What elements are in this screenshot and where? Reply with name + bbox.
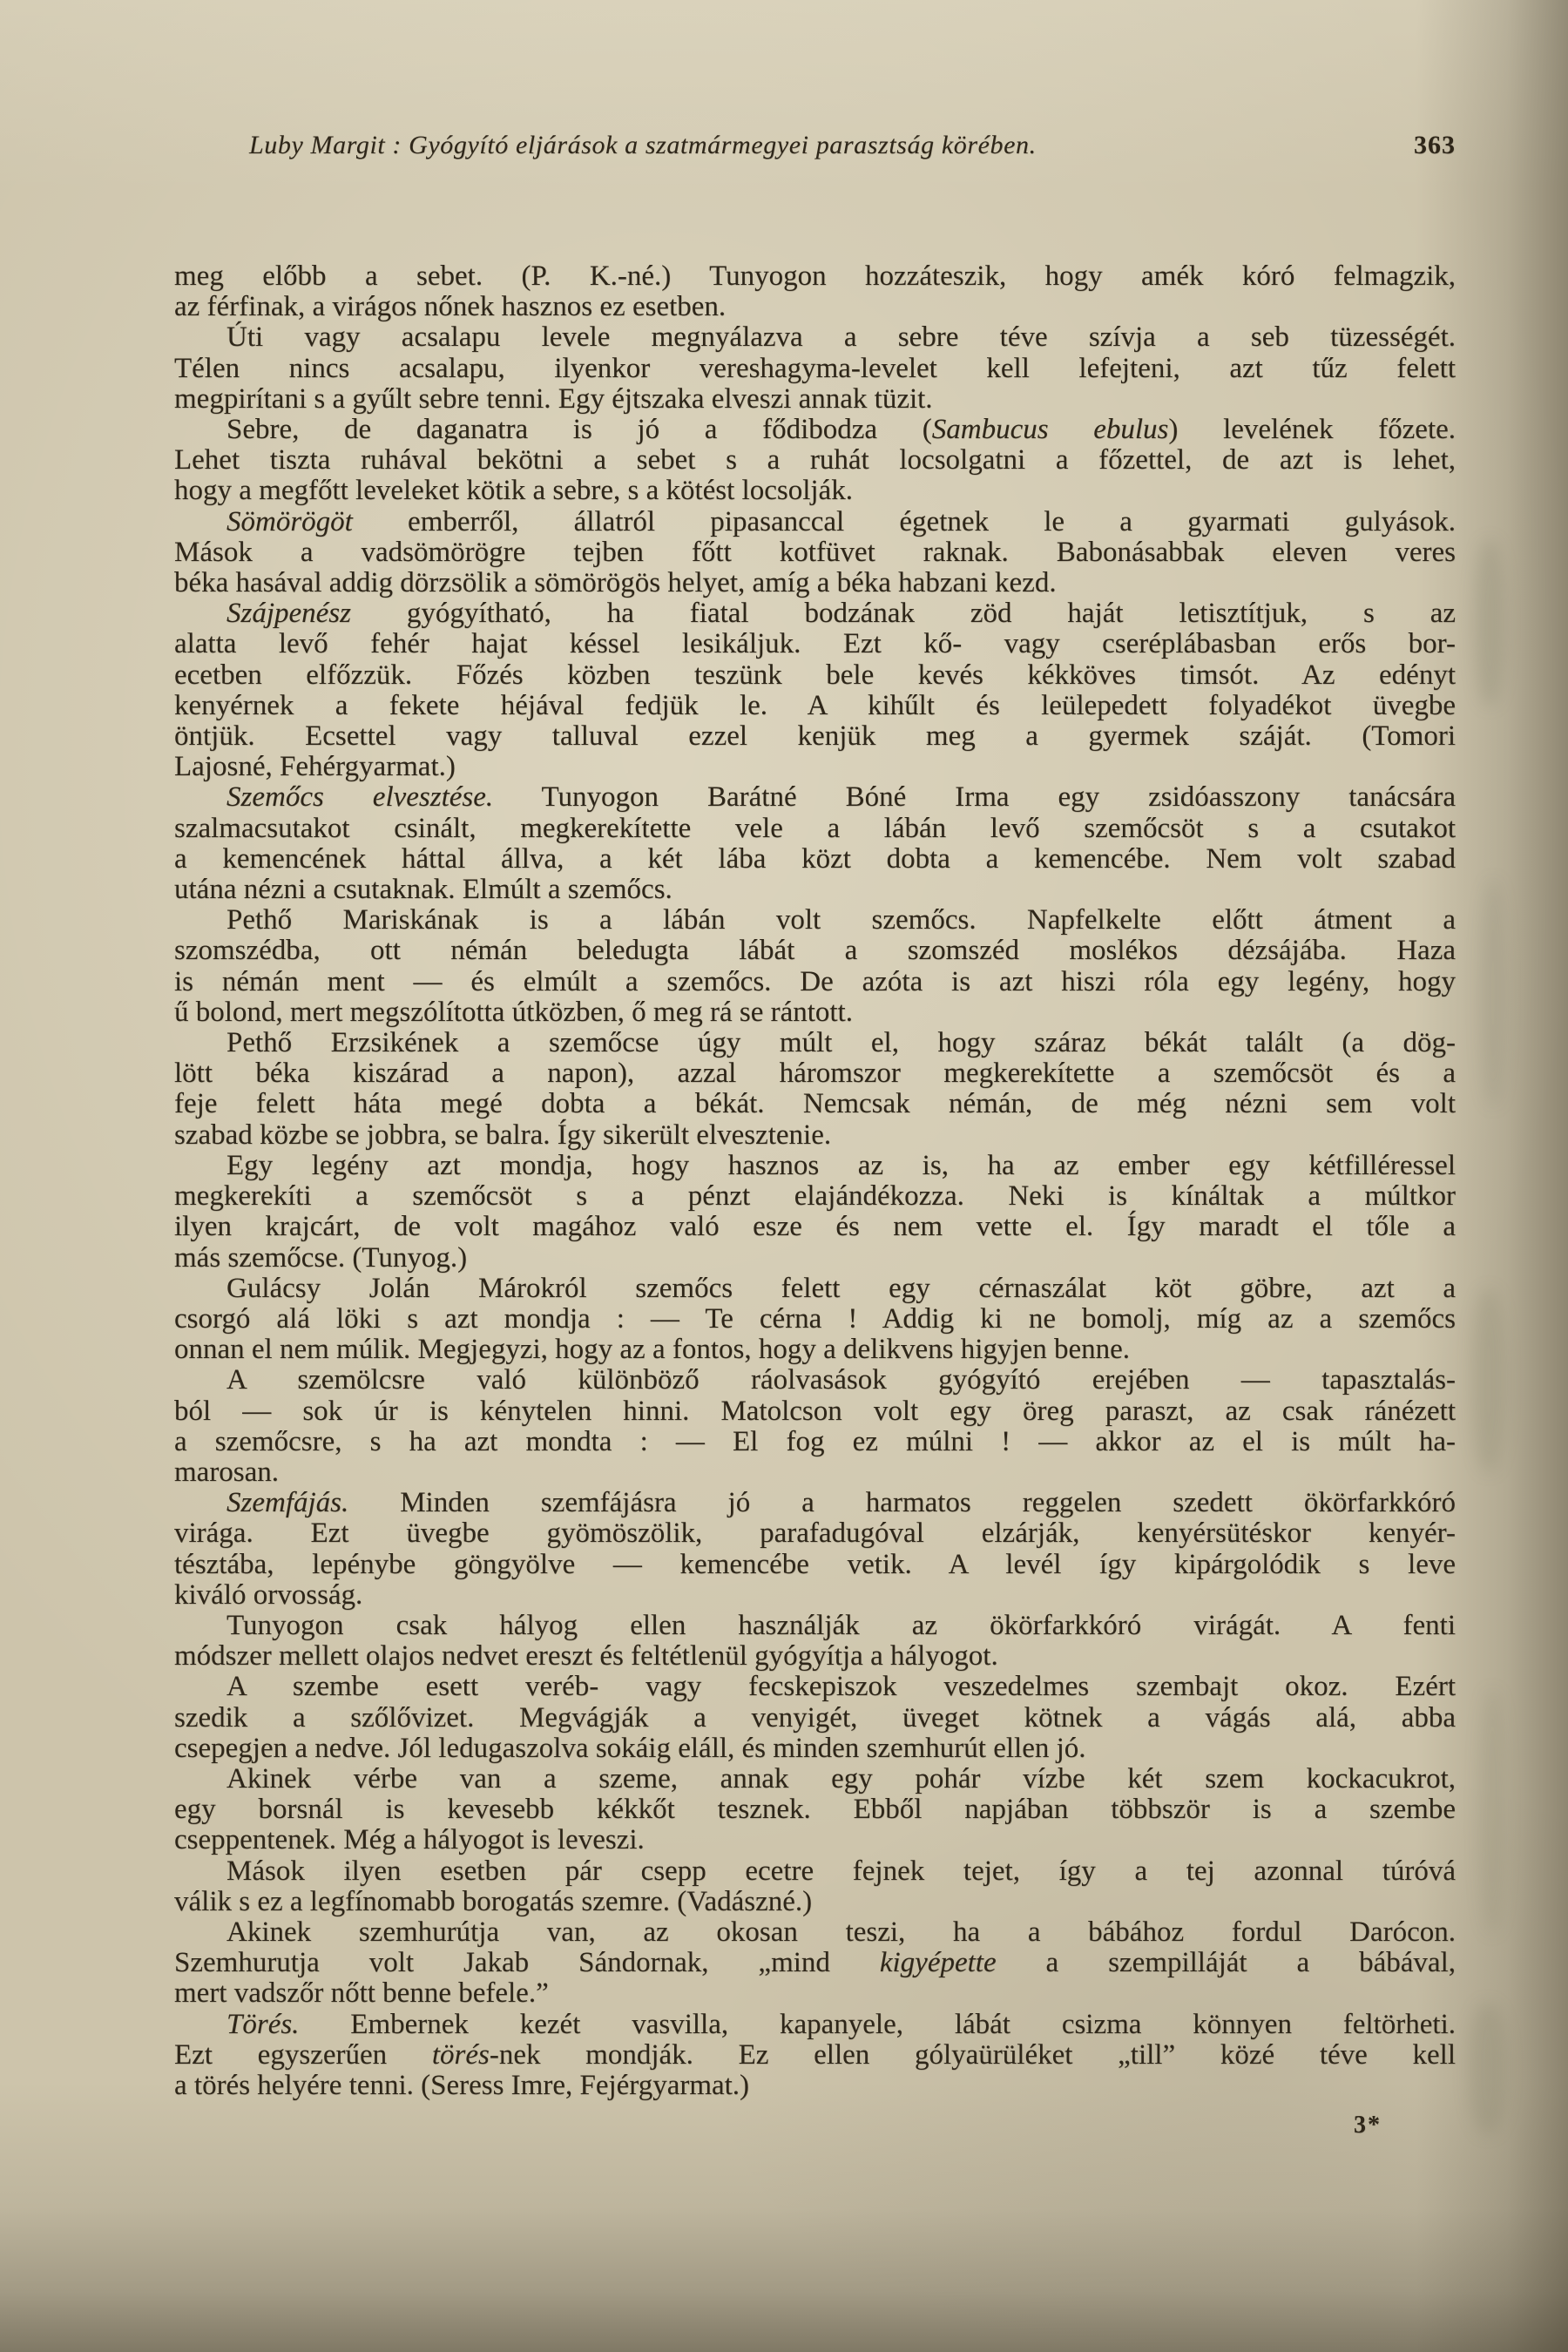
text-line: onnan el nem múlik. Megjegyzi, hogy az a fontos, hogy a delikvens higyjen benne.: [174, 1334, 1130, 1366]
scan-artifact: [1475, 540, 1504, 706]
text-line: hogy a megfőtt leveleket kötik a sebre, s a kötést locsolják.: [174, 475, 853, 507]
text-line: Szemőcs elvesztése. Tunyogon Barátné Bóné Irma egy zsidóasszony tanácsára: [226, 781, 1456, 814]
text-line: ból — sok úr is kénytelen hinni. Matolcson volt egy öreg paraszt, az csak ránézett: [174, 1395, 1456, 1427]
text-line: Gulácsy Jolán Márokról szemőcs felett egy cérnaszálat köt göbre, azt a: [226, 1272, 1456, 1304]
text-line: Egy legény azt mondja, hogy hasznos az is, ha az ember egy kétfilléressel: [226, 1149, 1456, 1181]
scan-artifact: [1472, 1289, 1505, 1472]
text-line: Akinek szemhurútja van, az okosan teszi, ha a bábához fordul Darócon.: [226, 1916, 1456, 1948]
scan-artifact: [1479, 1690, 1505, 1934]
text-line: öntjük. Ecsettel vagy talluval ezzel kenjük meg a gyermek száját. (Tomori: [174, 720, 1456, 753]
text-line: A szemölcsre való különböző ráolvasások gyógyító erejében — tapasztalás-: [226, 1364, 1456, 1396]
text-line: válik s ez a legfínomabb borogatás szemre. (Vadászné.): [174, 1885, 813, 1917]
text-line: szabad közbe se jobbra, se balra. Így sikerült elvesztenie.: [174, 1119, 832, 1151]
text-line: csorgó alá löki s azt mondja : — Te cérna ! Addig ki ne bomolj, míg az a szemőcs: [174, 1302, 1456, 1335]
text-line: Lajosné, Fehérgyarmat.): [174, 751, 456, 783]
text-line: Törés. Embernek kezét vasvilla, kapanyele, lábát csizma könnyen feltörheti.: [226, 2008, 1456, 2040]
text-line: megpirítani s a gyűlt sebre tenni. Egy éjtszaka elveszi annak tüzit.: [174, 382, 933, 415]
text-line: is némán ment — és elmúlt a szemőcs. De azóta is azt hiszi róla egy legény, hogy: [174, 965, 1456, 997]
text-line: Tunyogon csak hályog ellen használják az ökörfarkkóró virágát. A fenti: [226, 1609, 1456, 1641]
text-line: ecetben elfőzzük. Főzés közben teszünk bele kevés kékköves timsót. Az edényt: [174, 659, 1456, 691]
body-text: [174, 261, 1456, 2101]
text-line: módszer mellett olajos nedvet ereszt és feltétlenül gyógyítja a hályogot.: [174, 1640, 998, 1673]
text-line: meg előbb a sebet. (P. K.-né.) Tunyogon hozzáteszik, hogy amék kóró felmagzik,: [174, 260, 1456, 292]
text-line: feje felett háta megé dobta a békát. Nemcsak némán, de még nézni sem volt: [174, 1088, 1456, 1120]
scan-artifact: [1469, 2004, 1507, 2134]
text-line: marosan.: [174, 1456, 280, 1488]
text-line: egy borsnál is kevesebb kékkőt tesznek. Ebből napjában többször is a szembe: [174, 1794, 1456, 1826]
scan-artifact: [1481, 880, 1505, 1106]
text-line: Pethő Mariskának is a lábán volt szemőcs. Napfelkelte előtt átment a: [226, 904, 1456, 936]
text-line: Sebre, de daganatra is jó a fődibodza (Sambucus ebulus) levelének főzete.: [226, 414, 1456, 446]
text-line: Szájpenész gyógyítható, ha fiatal bodzának zöd haját letisztítjuk, s az: [226, 598, 1456, 630]
text-line: Sömörögöt emberről, állatról pipasanccal égetnek le a gyarmati gulyások.: [226, 505, 1456, 537]
text-line: az férfinak, a virágos nőnek hasznos ez esetben.: [174, 291, 727, 323]
text-line: Úti vagy acsalapu levele megnyálazva a sebre téve szívja a seb tüzességét.: [226, 321, 1456, 354]
text-line: Mások a vadsömörögre tejben főtt kotfüvet raknak. Babonásabbak eleven veres: [174, 536, 1456, 568]
text-line: ű bolond, mert megszólította útközben, ő meg rá se rántott.: [174, 996, 853, 1028]
text-line: béka hasával addig dörzsölik a sömörögös helyet, amíg a béka habzani kezd.: [174, 567, 1057, 599]
text-line: mert vadszőr nőtt benne befele.”: [174, 1977, 549, 2010]
text-line: Ezt egyszerűen törés-nek mondják. Ez ellen gólyaürüléket „till” közé téve kell: [174, 2038, 1456, 2071]
text-line: Télen nincs acsalapu, ilyenkor vereshagyma-levelet kell lefejteni, azt tűz felett: [174, 352, 1456, 384]
text-line: a törés helyére tenni. (Seress Imre, Fejérgyarmat.): [174, 2069, 750, 2101]
signature-mark: 3*: [1354, 2112, 1382, 2139]
text-line: csepegjen a nedve. Jól ledugaszolva sokáig eláll, és minden szemhurút ellen jó.: [174, 1732, 1086, 1764]
text-line: szedik a szőlővizet. Megvágják a venyigét, üveget kötnek a vágás alá, abba: [174, 1701, 1456, 1734]
text-line: Akinek vérbe van a szeme, annak egy pohár vízbe két szem kockacukrot,: [226, 1762, 1456, 1794]
text-line: Pethő Erzsikének a szemőcse úgy múlt el, hogy száraz békát talált (a dög-: [226, 1027, 1456, 1059]
text-line: virága. Ezt üvegbe gyömöszölik, parafadugóval elzárják, kenyérsütéskor kenyér-: [174, 1517, 1456, 1550]
header-page-number: 363: [1414, 131, 1456, 159]
text-line: lött béka kiszárad a napon), azzal háromszor megkerekítette a szemőcsöt és a: [174, 1058, 1456, 1090]
text-line: ilyen krajcárt, de volt magához való esze és nem vette el. Így maradt el tőle a: [174, 1211, 1456, 1243]
running-header: [174, 131, 1456, 160]
text-line: Lehet tiszta ruhával bekötni a sebet s a ruhát locsolgatni a főzettel, de azt is lehet,: [174, 444, 1456, 476]
text-line: tésztába, lepénybe göngyölve — kemencébe vetik. A levél így kipárgolódik s leve: [174, 1548, 1456, 1580]
text-line: a kemencének háttal állva, a két lába közt dobta a kemencébe. Nem volt szabad: [174, 842, 1456, 875]
text-line: utána nézni a csutaknak. Elmúlt a szemőcs.: [174, 874, 672, 906]
text-line: cseppentenek. Még a hályogot is leveszi.: [174, 1824, 645, 1856]
text-line: kiváló orvosság.: [174, 1578, 363, 1611]
text-line: a szemőcsre, s ha azt mondta : — El fog ez múlni ! — akkor az el is múlt ha-: [174, 1425, 1456, 1457]
text-line: szomszédba, ott némán beledugta lábát a szomszéd moslékos dézsájába. Haza: [174, 935, 1456, 967]
text-line: kenyérnek a fekete héjával fedjük le. A kihűlt és leülepedett folyadékot üvegbe: [174, 689, 1456, 721]
text-line: más szemőcse. (Tunyog.): [174, 1241, 468, 1274]
text-line: Szemfájás. Minden szemfájásra jó a harmatos reggelen szedett ökörfarkkóró: [226, 1487, 1456, 1519]
text-line: megkerekíti a szemőcsöt s a pénzt elajándékozza. Neki is kínáltak a múltkor: [174, 1180, 1456, 1213]
text-line: Mások ilyen esetben pár csepp ecetre fejnek tejet, így a tej azonnal túróvá: [226, 1855, 1456, 1887]
text-line: alatta levő fehér hajat késsel lesikáljuk. Ezt kő- vagy cseréplábasban erős bor-: [174, 628, 1456, 660]
text-line: Szemhurutja volt Jakab Sándornak, „mind kigyépette a szempilláját a bábával,: [174, 1947, 1456, 1979]
text-line: A szembe esett veréb- vagy fecskepiszok veszedelmes szembajt okoz. Ezért: [226, 1671, 1456, 1703]
text-line: szalmacsutakot csinált, megkerekítette vele a lábán levő szemőcsöt s a csutakot: [174, 812, 1456, 844]
header-title: Luby Margit : Gyógyító eljárások a szatmármegyei parasztság körében.: [249, 131, 1037, 159]
